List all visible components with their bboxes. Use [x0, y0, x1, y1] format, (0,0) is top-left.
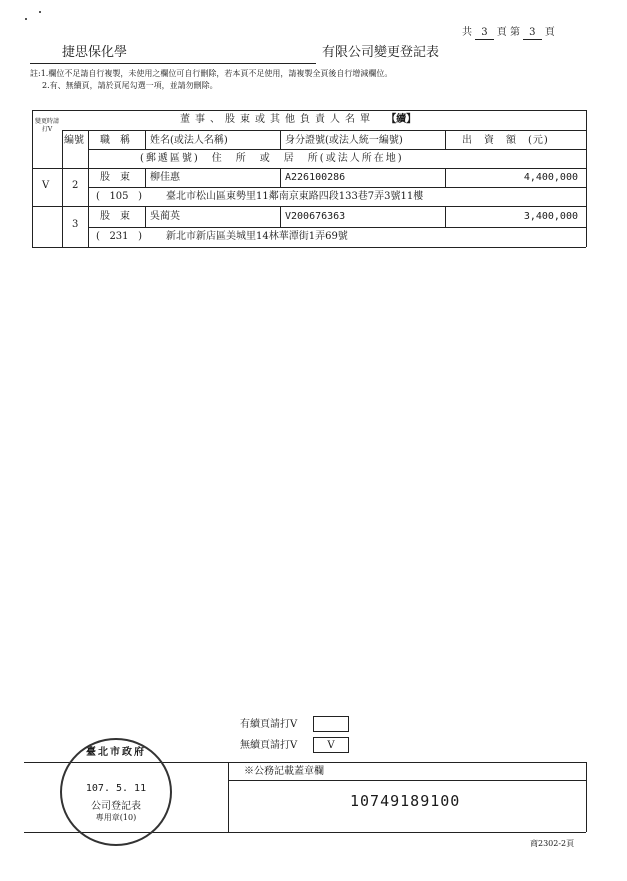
row-2-name: 吳蔺英 — [150, 211, 180, 222]
stamp-date: 107. 5. 11 — [85, 783, 147, 794]
col-title: 職 稱 — [100, 135, 130, 146]
section-title — [180, 115, 416, 125]
no-continuation-value: V — [327, 740, 335, 751]
section-title-text: 董事、股東或其他負責人名單 — [180, 114, 375, 125]
no-continuation-box[interactable] — [313, 737, 349, 753]
row-2-id: V200676363 — [285, 211, 346, 222]
scan-dot — [25, 18, 27, 20]
form-title: 有限公司變更登記表 — [322, 45, 440, 60]
company-name-underline — [30, 63, 316, 64]
row-1-capital: 4,400,000 — [523, 172, 578, 183]
row-1-id: A226100286 — [285, 172, 346, 183]
has-continuation-label: 有續頁請打V — [240, 719, 298, 730]
row-1-zip: ( 105 ) — [96, 191, 142, 202]
has-continuation-box[interactable] — [313, 716, 349, 732]
row-2-title: 股 東 — [100, 211, 130, 222]
scan-dot — [39, 11, 41, 13]
col-name: 姓名(或法人名稱) — [150, 135, 228, 146]
serial-number: 10749189100 — [350, 792, 461, 810]
col-id: 身分證號(或法人統一編號) — [285, 135, 403, 146]
page-total: 3 — [475, 27, 493, 40]
row-2-no: 3 — [72, 219, 79, 230]
note-line-1: 註:1.欄位不足請自行複製，未使用之欄位可自行刪除，若本頁不足使用，請複製全頁後自行增減欄位。 — [30, 69, 393, 78]
col-no: 編號 — [64, 135, 84, 146]
note-line-2: 2.有、無續頁，請於頁尾勾選一項，並請勿刪除。 — [42, 81, 218, 90]
row-1-address: 臺北市松山區東勢里11鄰南京東路四段133巷7弄3號11樓 — [166, 191, 424, 202]
no-continuation-label: 無續頁請打V — [240, 740, 298, 751]
row-1-zip-value: 105 — [109, 191, 129, 202]
page-count — [462, 28, 555, 38]
page-current-unit: 頁 — [544, 27, 555, 38]
page-current: 3 — [523, 27, 541, 40]
row-2-capital: 3,400,000 — [523, 211, 578, 222]
row-2-zip-value: 231 — [109, 231, 129, 242]
stamp-top-text: 臺北市政府 — [86, 747, 146, 758]
row-1-no: 2 — [72, 180, 79, 191]
page-unit: 頁 — [496, 27, 507, 38]
page-total-prefix: 共 — [462, 27, 472, 38]
col-capital: 出 資 額 (元) — [462, 135, 549, 146]
row-1-name: 柳佳惠 — [150, 172, 180, 183]
row-2-zip: ( 231 ) — [96, 231, 142, 242]
stamp-bottom-text: 公司登記表 — [91, 801, 141, 812]
row-2-address: 新北市新店區美城里14林華潭街1弄69號 — [166, 231, 348, 242]
official-section-label: ※公務記載蓋章欄 — [244, 766, 324, 777]
col-change-mark: 變更時請打V — [34, 118, 59, 133]
form-code: 商2302-2頁 — [530, 839, 575, 848]
col-address: (郵遞區號) 住 所 或 居 所(或法人所在地) — [140, 153, 404, 164]
row-1-change-mark: V — [42, 180, 50, 191]
section-title-suffix: 【續】 — [386, 114, 417, 125]
row-1-title: 股 東 — [100, 172, 130, 183]
page-current-prefix: 第 — [509, 27, 520, 38]
company-name: 捷思保化學 — [62, 45, 128, 60]
stamp-sub-text: 專用章(10) — [95, 813, 137, 822]
